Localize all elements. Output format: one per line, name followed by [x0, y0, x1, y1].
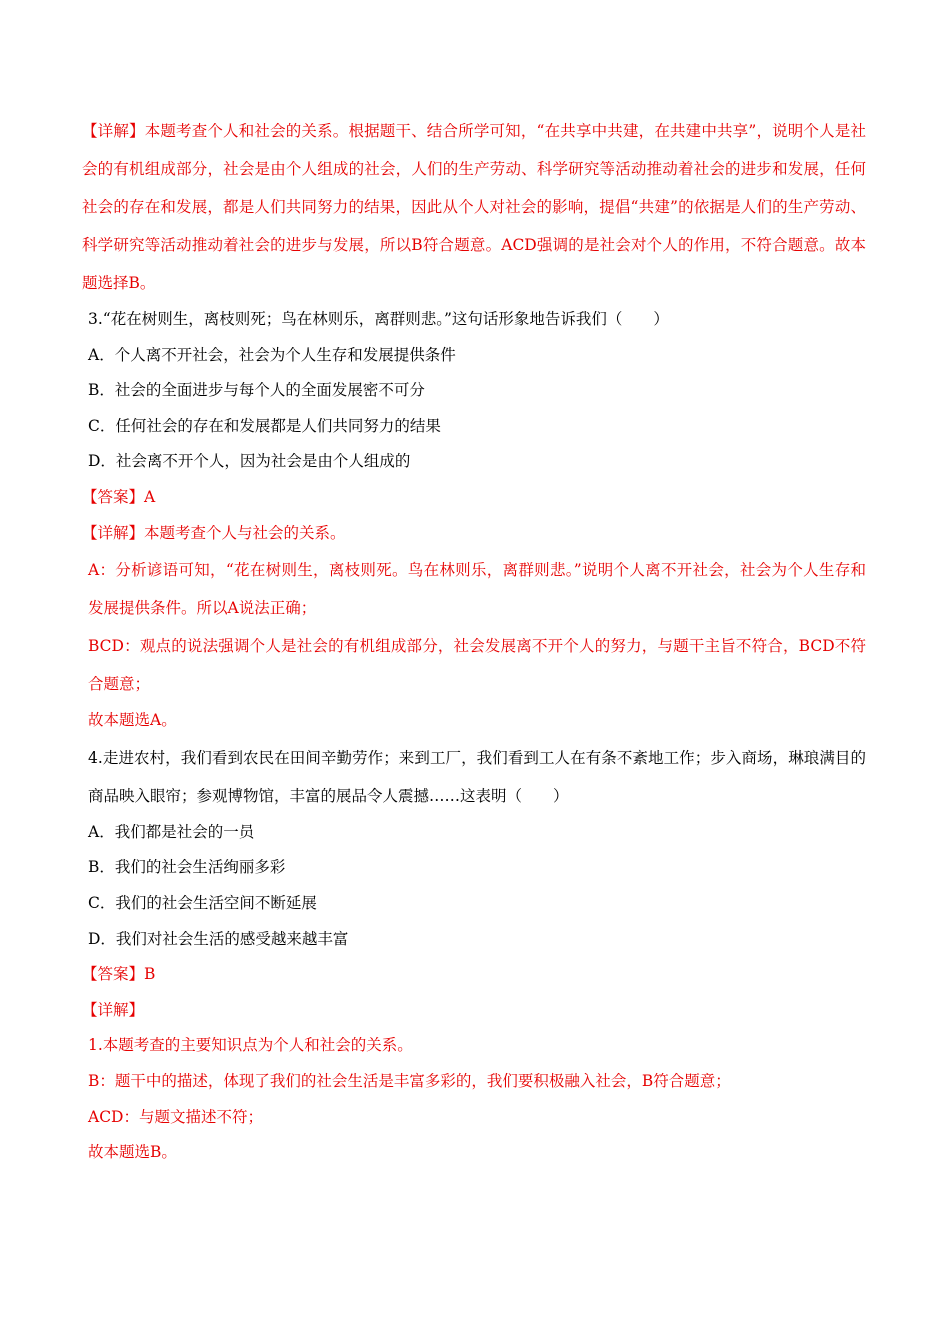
- q4-option-a: A．我们都是社会的一员: [88, 822, 255, 841]
- q3-option-b: B．社会的全面进步与每个人的全面发展密不可分: [88, 381, 425, 400]
- q4-conclusion: 故本题选B。: [88, 1143, 177, 1162]
- q4-option-b: B．我们的社会生活绚丽多彩: [88, 858, 286, 877]
- q3-analysis-a: A：分析谚语可知，“花在树则生，离枝则死。鸟在林则乐，离群则悲。”说明个人离不开社会，社会为个人生存和发展提供条件。所以A说法正确；: [88, 561, 866, 618]
- q3-option-a: A．个人离不开社会，社会为个人生存和发展提供条件: [88, 345, 456, 364]
- q4-analysis-acd: ACD：与题文描述不符；: [88, 1107, 263, 1126]
- q2-explanation: 【详解】本题考查个人和社会的关系。根据题干、结合所学可知，“在共享中共建，在共建中共享”，说明个人是社会的有机组成部分，社会是由个人组成的社会，人们的生产劳动、科学研究等活动推动着社会的进步和发展，任何社会的存在和发展，都是人们共同努力的结果，因此从个人对社会的影响，提倡“共建”的依据是人们的生产劳动、科学研究等活动推动着社会的进步与发展，所以B符合题意。ACD强调的是社会对个人的作用，不符合题意。故本题选择B。: [82, 122, 866, 292]
- q4-answer: 【答案】B: [82, 965, 156, 984]
- q4-analysis-b: B：题干中的描述，体现了我们的社会生活是丰富多彩的，我们要积极融入社会，B符合题意；: [88, 1071, 731, 1090]
- q3-conclusion: 故本题选A。: [88, 711, 177, 730]
- q3-option-c: C．任何社会的存在和发展都是人们共同努力的结果: [88, 416, 441, 435]
- q3-analysis-bcd: BCD：观点的说法强调个人是社会的有机组成部分，社会发展离不开个人的努力，与题干主旨不符合，BCD不符合题意；: [88, 637, 866, 694]
- q3-question: 3.“花在树则生，离枝则死；鸟在林则乐，离群则悲。”这句话形象地告诉我们（ ）: [88, 310, 669, 328]
- q4-option-c: C．我们的社会生活空间不断延展: [88, 893, 317, 912]
- q3-option-d: D．社会离不开个人，因为社会是由个人组成的: [88, 452, 411, 471]
- document-page: [82, 112, 866, 1171]
- q4-detail-heading: 【详解】: [82, 1000, 145, 1019]
- q4-question: 4.走进农村，我们看到农民在田间辛勤劳作；来到工厂，我们看到工人在有条不紊地工作；步入商场，琳琅满目的商品映入眼帘；参观博物馆，丰富的展品令人震撼……这表明（ ）: [88, 748, 866, 805]
- q3-detail-heading: 【详解】本题考查个人与社会的关系。: [82, 523, 346, 542]
- q4-option-d: D．我们对社会生活的感受越来越丰富: [88, 929, 349, 948]
- q4-point: 1.本题考查的主要知识点为个人和社会的关系。: [88, 1036, 413, 1055]
- q3-answer: 【答案】A: [82, 487, 156, 506]
